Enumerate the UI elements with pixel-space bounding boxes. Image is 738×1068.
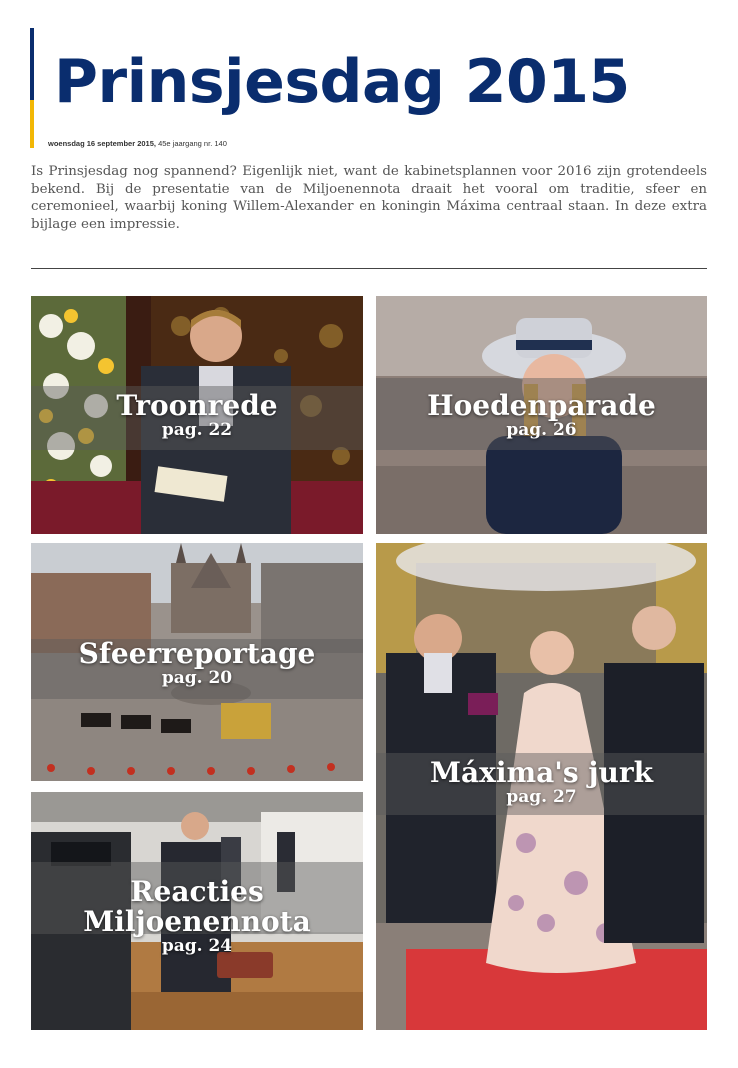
reacties-miljoenennota-title: Reacties Miljoenennota [83, 875, 311, 938]
dateline [48, 139, 227, 148]
divider [31, 268, 707, 269]
tile-troonrede[interactable] [31, 296, 363, 534]
sfeerreportage-caption [31, 639, 363, 687]
reacties-miljoenennota-caption [31, 877, 363, 955]
page-title: Prinsjesdag 2015 [54, 47, 630, 117]
sfeerreportage-title: Sfeerreportage [78, 637, 316, 670]
reacties-miljoenennota-page: pag. 24 [161, 936, 233, 956]
sfeerreportage-page: pag. 20 [161, 668, 233, 688]
troonrede-page: pag. 22 [161, 420, 233, 440]
dateline-issue: 45e jaargang nr. 140 [158, 139, 227, 148]
maxima-jurk-title: Máxima's jurk [430, 756, 653, 789]
hoedenparade-page: pag. 26 [506, 420, 577, 440]
accent-bar-yellow [30, 100, 34, 148]
tile-reacties-miljoenennota[interactable] [31, 792, 363, 1030]
tile-hoedenparade[interactable] [376, 296, 707, 534]
dateline-date: woensdag 16 september 2015, [48, 139, 156, 148]
tile-sfeerreportage[interactable] [31, 543, 363, 781]
troonrede-caption [31, 391, 363, 439]
troonrede-title: Troonrede [116, 389, 278, 422]
tile-maxima-jurk[interactable] [376, 543, 707, 1030]
hoedenparade-caption [376, 391, 707, 439]
accent-bar [30, 28, 34, 148]
hoedenparade-title: Hoedenparade [427, 389, 656, 422]
maxima-jurk-page: pag. 27 [506, 787, 577, 807]
maxima-jurk-caption [376, 758, 707, 806]
accent-bar-navy [30, 28, 34, 100]
intro-paragraph: Is Prinsjesdag nog spannend? Eigenlijk niet, want de kabinetsplannen voor 2016 zijn grotendeels bekend. Bij de presentatie van de Miljoenennota draait het vooral om traditie, sfeer en ceremonieel, waarbij koning Willem-Alexander en koningin Máxima centraal staan. In deze extra bijlage een impressie. [31, 164, 707, 232]
